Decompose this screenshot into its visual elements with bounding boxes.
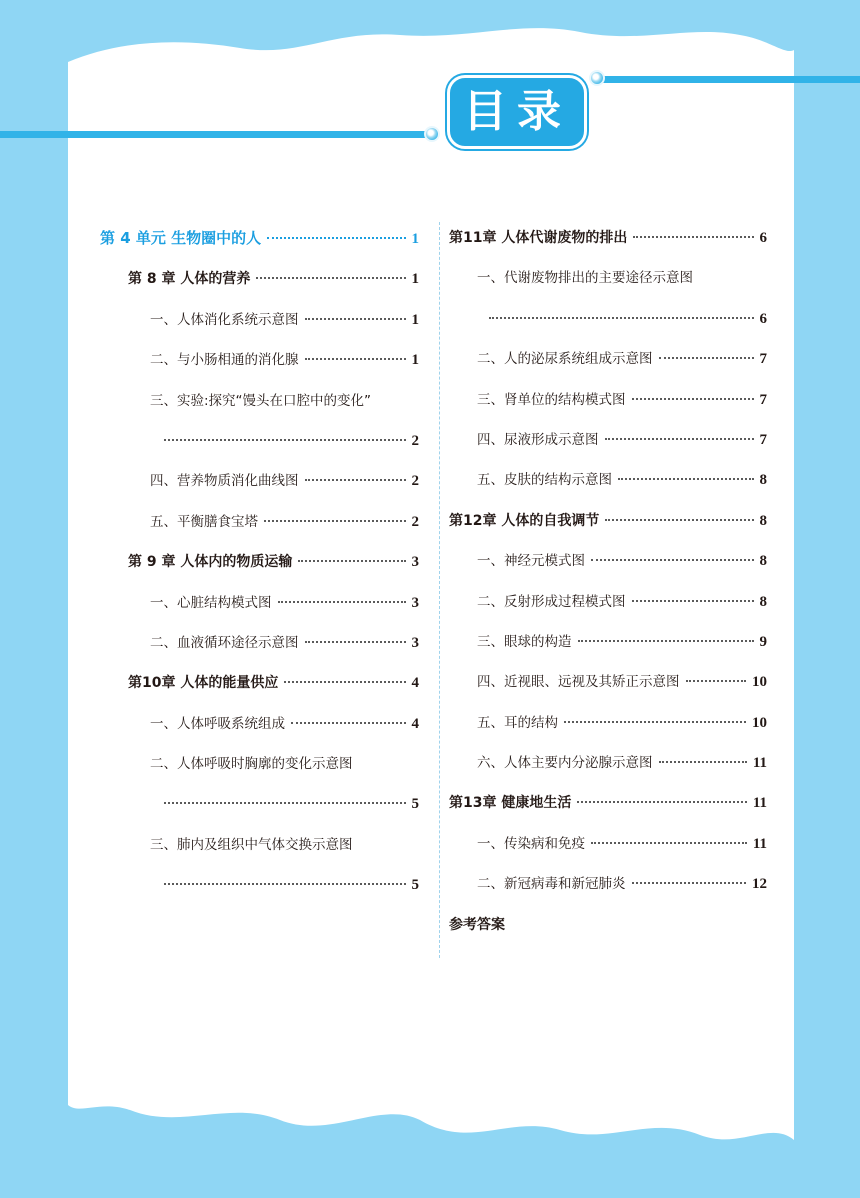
toc-item-wrapped-label[interactable]: 三、肺内及组织中气体交换示意图	[150, 836, 353, 853]
dot-leader	[305, 358, 406, 360]
toc-item[interactable]	[449, 674, 767, 691]
toc-page: 8	[759, 472, 767, 489]
toc-label: 四、近视眼、远视及其矫正示意图	[477, 674, 680, 691]
toc-page: 6	[759, 310, 767, 327]
toc-label: 五、皮肤的结构示意图	[477, 472, 612, 489]
toc-page: 8	[759, 593, 767, 610]
toc-item[interactable]	[449, 392, 767, 409]
toc-label: 第10章 人体的能量供应	[128, 675, 279, 692]
toc-label: 一、神经元模式图	[477, 553, 585, 570]
dot-leader	[632, 882, 747, 884]
dot-leader	[256, 277, 405, 279]
dot-leader	[564, 721, 746, 723]
toc-label: 三、肾单位的结构模式图	[477, 391, 626, 408]
toc-item[interactable]	[449, 755, 767, 772]
dot-leader	[659, 357, 754, 359]
toc-item-continuation[interactable]	[100, 796, 419, 813]
toc-left-column	[100, 230, 419, 918]
toc-item-continuation[interactable]	[100, 433, 419, 450]
toc-page: 10	[752, 714, 767, 731]
dot-leader	[591, 842, 747, 844]
toc-item[interactable]	[449, 634, 767, 651]
toc-page: 1	[411, 352, 419, 369]
toc-label: 第11章 人体代谢废物的排出	[449, 230, 628, 246]
toc-page: 8	[759, 512, 767, 529]
toc-page: 5	[411, 877, 419, 894]
toc-right-column	[449, 230, 767, 957]
toc-label: 二、人的泌尿系统组成示意图	[477, 351, 653, 368]
toc-item[interactable]	[449, 472, 767, 489]
toc-page: 8	[759, 553, 767, 570]
dot-leader	[305, 318, 406, 320]
dot-leader	[264, 520, 406, 522]
decorative-dot-left	[424, 126, 440, 142]
toc-item-wrapped-label[interactable]: 三、实验:探究“馒头在口腔中的变化”	[150, 392, 372, 409]
dot-leader	[618, 478, 754, 480]
toc-label: 五、平衡膳食宝塔	[150, 513, 258, 530]
toc-label: 第12章 人体的自我调节	[449, 512, 600, 529]
column-divider	[439, 222, 440, 958]
toc-page: 11	[752, 835, 767, 852]
dot-leader	[164, 802, 406, 804]
toc-item[interactable]	[449, 432, 767, 449]
toc-label: 六、人体主要内分泌腺示意图	[477, 755, 653, 772]
toc-item[interactable]	[100, 312, 419, 329]
dot-leader	[284, 681, 405, 683]
dot-leader	[686, 680, 747, 682]
dot-leader	[591, 559, 754, 561]
toc-label: 第 4 单元 生物圈中的人	[100, 229, 262, 247]
toc-page: 9	[759, 633, 767, 650]
toc-page: 1	[411, 271, 419, 288]
toc-label: 二、新冠病毒和新冠肺炎	[477, 876, 626, 893]
toc-item[interactable]	[449, 876, 767, 893]
toc-item[interactable]	[100, 716, 419, 733]
toc-page: 2	[411, 473, 419, 490]
toc-chapter-11[interactable]	[449, 230, 767, 247]
toc-page: 7	[759, 391, 767, 408]
toc-label: 一、传染病和免疫	[477, 835, 585, 852]
toc-item[interactable]	[100, 473, 419, 490]
dot-leader	[632, 600, 754, 602]
toc-chapter-12[interactable]	[449, 513, 767, 530]
toc-item[interactable]	[449, 715, 767, 732]
toc-item[interactable]	[449, 351, 767, 368]
toc-item[interactable]	[449, 553, 767, 570]
toc-page: 3	[411, 634, 419, 651]
dot-leader	[164, 883, 406, 885]
toc-label: 五、耳的结构	[477, 714, 558, 731]
toc-page: 7	[759, 351, 767, 368]
toc-label: 四、营养物质消化曲线图	[150, 473, 299, 490]
toc-item[interactable]	[100, 514, 419, 531]
dot-leader	[605, 519, 753, 521]
toc-chapter-13[interactable]	[449, 795, 767, 812]
toc-page: 11	[752, 795, 767, 812]
dot-leader	[305, 479, 406, 481]
toc-label: 参考答案	[449, 916, 505, 933]
toc-label: 三、眼球的构造	[477, 633, 572, 650]
toc-label: 第 9 章 人体内的物质运输	[128, 554, 293, 571]
toc-chapter-8[interactable]	[100, 271, 419, 288]
toc-label: 四、尿液形成示意图	[477, 431, 599, 448]
toc-label: 二、与小肠相通的消化腺	[150, 352, 299, 369]
toc-item-continuation[interactable]	[449, 311, 767, 328]
dot-leader	[278, 601, 406, 603]
toc-page: 12	[752, 876, 767, 893]
toc-label: 第 8 章 人体的营养	[128, 271, 251, 288]
toc-chapter-9[interactable]	[100, 554, 419, 571]
toc-page: 2	[411, 432, 419, 449]
dot-leader	[291, 722, 406, 724]
dot-leader	[633, 236, 753, 238]
dot-leader	[489, 317, 754, 319]
toc-page: 5	[411, 796, 419, 813]
toc-item[interactable]	[449, 836, 767, 853]
toc-chapter-10[interactable]	[100, 675, 419, 692]
decorative-bar-left	[0, 131, 432, 138]
toc-item[interactable]	[449, 594, 767, 611]
dot-leader	[267, 237, 405, 239]
toc-item-wrapped-label[interactable]: 二、人体呼吸时胸廓的变化示意图	[150, 756, 353, 773]
decorative-dot-right	[589, 70, 605, 86]
toc-page: 3	[411, 554, 419, 571]
dot-leader	[632, 398, 754, 400]
toc-page: 4	[411, 675, 419, 692]
toc-page: 4	[411, 715, 419, 732]
toc-label: 二、反射形成过程模式图	[477, 593, 626, 610]
toc-page: 2	[411, 513, 419, 530]
toc-page: 7	[759, 431, 767, 448]
toc-reference-answers[interactable]	[449, 917, 767, 934]
toc-label: 第13章 健康地生活	[449, 795, 572, 812]
dot-leader	[577, 801, 746, 803]
toc-page: 10	[752, 674, 767, 691]
toc-item[interactable]	[100, 352, 419, 369]
dot-leader	[298, 560, 405, 562]
toc-unit-4[interactable]	[100, 230, 419, 248]
toc-page: 6	[759, 230, 767, 246]
toc-label: 一、人体消化系统示意图	[150, 311, 299, 328]
toc-label: 一、心脏结构模式图	[150, 594, 272, 611]
toc-item[interactable]	[100, 635, 419, 652]
toc-page: 1	[411, 311, 419, 328]
dot-leader	[659, 761, 747, 763]
dot-leader	[164, 439, 406, 441]
dot-leader	[305, 641, 406, 643]
toc-item[interactable]	[100, 595, 419, 612]
toc-page: 1	[411, 231, 419, 247]
toc-item-continuation[interactable]	[100, 877, 419, 894]
dot-leader	[605, 438, 754, 440]
toc-item-wrapped-label[interactable]: 一、代谢废物排出的主要途径示意图	[477, 270, 693, 287]
toc-label: 一、人体呼吸系统组成	[150, 715, 285, 732]
decorative-bar-right	[598, 76, 860, 83]
toc-page: 3	[411, 594, 419, 611]
toc-label: 二、血液循环途径示意图	[150, 634, 299, 651]
dot-leader	[578, 640, 754, 642]
page-title: 目录	[447, 75, 587, 149]
toc-page: 11	[752, 755, 767, 772]
